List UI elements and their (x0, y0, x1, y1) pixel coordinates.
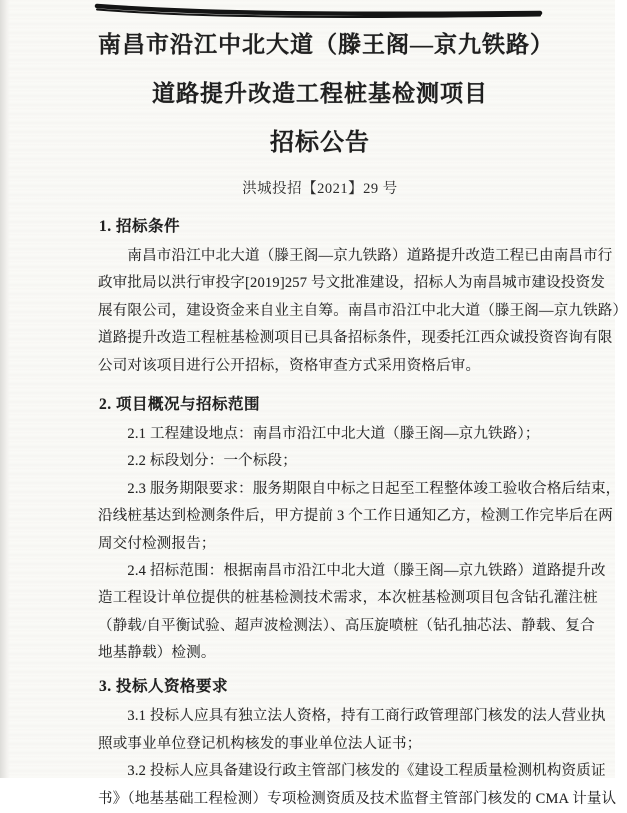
text-line: 3.1 投标人应具有独立法人资格，持有工商行政管理部门核发的法人营业执 (98, 708, 606, 725)
text-line: 周交付检测报告； (98, 535, 216, 552)
section-1-body (98, 243, 627, 380)
text-line: 公司对该项目进行公开招标，资格审查方式采用资格后审。 (98, 357, 481, 374)
section-1-heading: 1. 招标条件 (99, 218, 181, 235)
text-line: 2.2 标段划分：一个标段； (98, 453, 297, 470)
text-line: 2.4 招标范围：根据南昌市沿江中北大道（滕王阁—京九铁路）道路提升改 (98, 562, 606, 579)
text-line: 书》（地基基础工程检测）专项检测资质及技术监督主管部门核发的 CMA 计量认 (98, 790, 617, 807)
text-line: （静载/自平衡试验、超声波检测法）、高压旋喷桩（钻孔抽芯法、静载、复合 (98, 617, 595, 634)
text-line: 展有限公司，建设资金来自业主自筹。南昌市沿江中北大道（滕王阁—京九铁路） (98, 302, 627, 319)
section-3-body (98, 703, 617, 813)
text-line: 3.2 投标人应具备建设行政主管部门核发的《建设工程质量检测机构资质证 (98, 763, 606, 780)
text-line: 2.3 服务期限要求：服务期限自中标之日起至工程整体竣工验收合格后结束， (98, 480, 621, 497)
section-2-body (98, 421, 621, 668)
title-line-3: 招标公告 (270, 130, 370, 156)
title-line-2: 道路提升改造工程桩基检测项目 (152, 81, 488, 106)
text-line: 沿线桩基达到检测条件后，甲方提前 3 个工作日通知乙方，检测工作完毕后在两 (98, 508, 613, 525)
section-2-heading: 2. 项目概况与招标范围 (99, 395, 261, 413)
text-line: 2.1 工程建设地点：南昌市沿江中北大道（滕王阁—京九铁路）； (98, 425, 540, 442)
text-line: 地基静载）检测。 (98, 645, 216, 662)
document-title (98, 0, 554, 156)
text-line: 道路提升改造工程桩基检测项目已具备招标条件，现委托江西众诚投资咨询有限 (98, 330, 613, 347)
text-line: 造工程设计单位提供的桩基检测技术需求，本次桩基检测项目包含钻孔灌注桩 (98, 590, 598, 607)
section-3-heading: 3. 投标人资格要求 (99, 678, 229, 696)
text-line: 照或事业单位登记机构核发的事业单位法人证书； (98, 735, 422, 752)
document-content (98, 0, 627, 813)
text-line: 南昌市沿江中北大道（滕王阁—京九铁路）道路提升改造工程已由南昌市行 (98, 248, 613, 264)
scan-edge-shadow (0, 0, 10, 778)
document-number: 洪城投招【2021】29 号 (242, 181, 398, 197)
title-line-1: 南昌市沿江中北大道（滕王阁—京九铁路） (98, 32, 554, 57)
text-line: 政审批局以洪行审投字[2019]257 号文批准建设，招标人为南昌城市建设投资发 (98, 275, 606, 292)
